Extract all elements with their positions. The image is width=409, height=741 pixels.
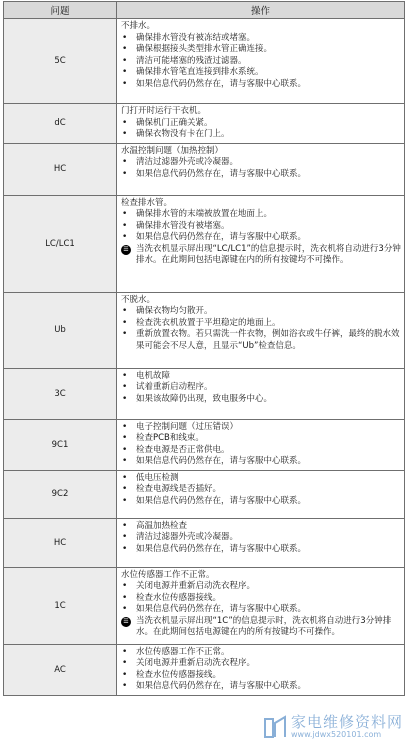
action-list	[121, 647, 401, 693]
table-row	[4, 518, 405, 567]
action-intro: 水温控制问题（加热控制）	[121, 145, 224, 156]
action-intro: 不脱水。	[121, 294, 156, 305]
action-list	[121, 581, 401, 616]
note-icon: ☰	[121, 245, 131, 255]
action-cell	[117, 143, 405, 195]
note	[121, 244, 401, 267]
watermark-logo-icon	[262, 713, 288, 739]
table-row	[4, 644, 405, 695]
action-item: • 如果信息代码仍然存在，请与客服中心联系。	[121, 496, 401, 508]
action-cell	[117, 470, 405, 518]
action-list	[121, 118, 401, 141]
action-item: • 确保排水管没有被冻结或堵塞。	[121, 33, 401, 45]
action-cell	[117, 104, 405, 144]
watermark-url: www.jdwx520101.com	[290, 730, 382, 739]
action-item: • 重新放置衣物。若只需洗一件衣物，例如浴衣或牛仔裤，最终的脱水效果可能会不尽人意，且显示“Ub”检查信息。	[121, 329, 401, 352]
error-code: HC	[4, 143, 117, 195]
action-intro: 门打开时运行干衣机。	[121, 106, 207, 116]
action-item: • 高温加热检查	[121, 521, 401, 533]
table-body	[4, 19, 405, 696]
error-code: 3C	[4, 368, 117, 419]
action-item: • 检查洗衣机放置于平坦稳定的地面上。	[121, 318, 401, 330]
table-row	[4, 567, 405, 644]
action-item: • 水位传感器工作不正常。	[121, 647, 401, 659]
action-item: • 如果信息代码仍然存在，请与客服中心联系。	[121, 681, 401, 693]
error-code: 9C2	[4, 470, 117, 518]
action-list	[121, 521, 401, 556]
action-cell	[117, 419, 405, 470]
action-item: • 如果信息代码仍然存在，请与客服中心联系。	[121, 544, 401, 556]
action-item: • 如果信息代码仍然存在，请与客服中心联系。	[121, 604, 401, 616]
note-text: 当洗衣机显示屏出现“LC/LC1”的信息提示时，洗衣机将自动进行3分钟排水。在此期间包括电源键在内的所有按键均不可操作。	[136, 243, 401, 265]
action-list	[121, 157, 401, 180]
error-code: dC	[4, 104, 117, 144]
error-code: 9C1	[4, 419, 117, 470]
action-intro: 检查排水管。	[121, 197, 173, 208]
action-item: • 确保衣物均匀散开。	[121, 306, 401, 318]
error-code: 1C	[4, 567, 117, 644]
action-item: • 如果信息代码仍然存在，请与客服中心联系。	[121, 232, 401, 244]
action-item: • 如果信息代码仍然存在，请与客服中心联系。	[121, 456, 401, 468]
action-list	[121, 33, 401, 91]
action-intro: 水位传感器工作不正常。	[121, 569, 215, 580]
action-item: • 清洁过滤器外壳或冷凝器。	[121, 532, 401, 544]
action-cell	[117, 368, 405, 419]
action-item: • 关闭电源并重新启动洗衣程序。	[121, 658, 401, 670]
action-cell	[117, 292, 405, 368]
action-cell	[117, 567, 405, 644]
action-item: • 如果信息代码仍然存在，请与客服中心联系。	[121, 169, 401, 181]
action-list	[121, 422, 401, 468]
table-row	[4, 19, 405, 104]
watermark-main: 家电维修资料网	[290, 713, 403, 731]
action-item: • 确保排水管笔直连接到排水系统。	[121, 67, 401, 79]
action-item: • 电机故障	[121, 371, 401, 383]
action-item: • 检查水位传感器接线。	[121, 670, 401, 682]
table-row	[4, 470, 405, 518]
action-item: • 检查水位传感器接线。	[121, 593, 401, 605]
watermark	[262, 713, 403, 739]
action-item: • 清洁过滤器外壳或冷凝器。	[121, 157, 401, 169]
action-item: • 如果该故障仍出现，致电服务中心。	[121, 394, 401, 406]
action-item: • 如果信息代码仍然存在，请与客服中心联系。	[121, 79, 401, 91]
table-row	[4, 104, 405, 144]
action-item: • 检查PCB和线束。	[121, 433, 401, 445]
table-header-row	[4, 2, 405, 19]
action-cell	[117, 19, 405, 104]
action-item: • 检查电源是否正常供电。	[121, 445, 401, 457]
action-cell	[117, 195, 405, 292]
error-code: HC	[4, 518, 117, 567]
note-icon: ☰	[121, 617, 131, 627]
error-code: AC	[4, 644, 117, 695]
table-row	[4, 195, 405, 292]
action-item: • 清洁可能堵塞的残渣过滤器。	[121, 56, 401, 68]
action-item: • 确保根据接头类型排水管正确连接。	[121, 44, 401, 56]
action-intro: 不排水。	[121, 21, 156, 31]
note-text: 当洗衣机显示屏出现“1C”的信息提示时，洗衣机将自动进行3分钟排水。在此期间包括电源键在内的所有按键均不可操作。	[136, 615, 392, 637]
table-row	[4, 143, 405, 195]
action-cell	[117, 518, 405, 567]
action-item: • 检查电源线是否插好。	[121, 484, 401, 496]
error-code: Ub	[4, 292, 117, 368]
header-code: 问题	[4, 2, 117, 19]
action-item: • 关闭电源并重新启动洗衣程序。	[121, 581, 401, 593]
action-list	[121, 371, 401, 406]
action-cell	[117, 644, 405, 695]
action-item: • 确保排水管的末端被放置在地面上。	[121, 209, 401, 221]
table-row	[4, 292, 405, 368]
action-item: • 电子控制问题（过压错误）	[121, 422, 401, 434]
action-list	[121, 209, 401, 244]
error-code: LC/LC1	[4, 195, 117, 292]
action-list	[121, 473, 401, 508]
action-list	[121, 306, 401, 352]
action-item: • 确保机门正确关紧。	[121, 118, 401, 130]
error-code-table	[3, 1, 405, 696]
action-item: • 确保排水管没有被堵塞。	[121, 221, 401, 233]
note	[121, 616, 401, 639]
action-item: • 试着重新启动程序。	[121, 382, 401, 394]
table-row	[4, 419, 405, 470]
error-code: 5C	[4, 19, 117, 104]
action-item: • 低电压检测	[121, 473, 401, 485]
header-action: 操作	[117, 2, 405, 19]
table-row	[4, 368, 405, 419]
action-item: • 确保衣物没有卡在门上。	[121, 129, 401, 141]
